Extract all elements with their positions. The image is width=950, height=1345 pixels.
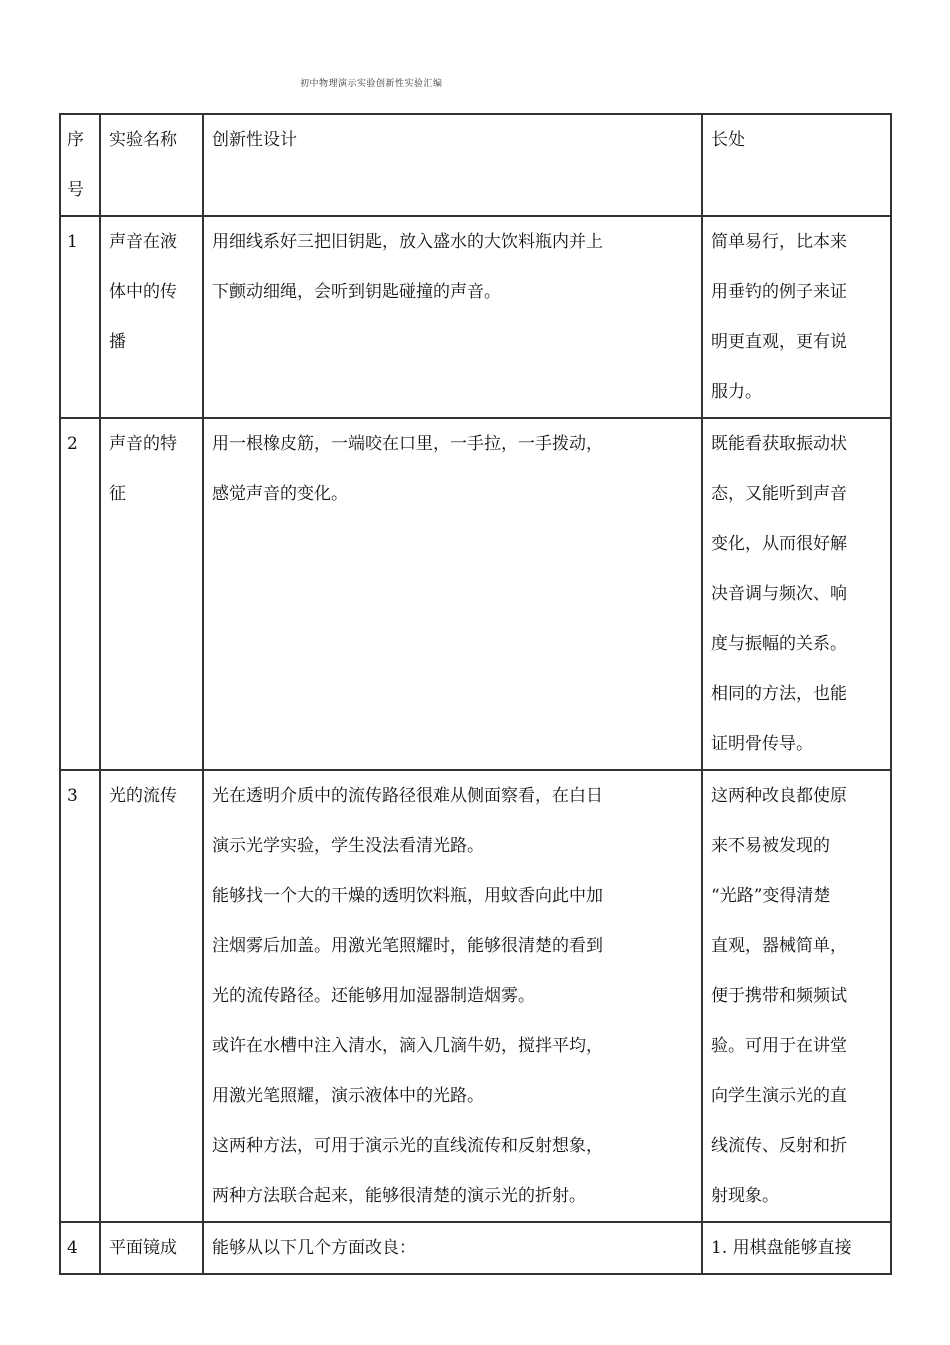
table-row: [60, 418, 891, 770]
advantage-line: 向学生演示光的直: [711, 1086, 847, 1106]
advantage-description: [702, 1222, 891, 1274]
row-number-text: 4: [67, 1238, 78, 1258]
document-header: 初中物理演示实验创新性实验汇编: [300, 79, 443, 89]
design-description: [203, 418, 702, 770]
row-number: [60, 216, 100, 418]
design-line: 能够找一个大的干燥的透明饮料瓶，用蚊香向此中加: [212, 886, 603, 906]
advantage-line: 用垂钓的例子来证: [711, 282, 847, 302]
design-line: 光在透明介质中的流传路径很难从侧面察看，在白日: [212, 786, 603, 806]
design-line: 两种方法联合起来，能够很清楚的演示光的折射。: [212, 1186, 586, 1206]
advantage-line: 便于携带和频频试: [711, 986, 847, 1006]
experiment-name: [100, 418, 203, 770]
design-line: 演示光学实验，学生没法看清光路。: [212, 836, 484, 856]
advantage-line: 1. 用棋盘能够直接: [711, 1238, 852, 1258]
name-line: 声音在液: [109, 232, 177, 252]
design-description: [203, 1222, 702, 1274]
header-number: [60, 114, 100, 216]
row-number-text: 1: [67, 232, 78, 252]
table-row: [60, 770, 891, 1222]
advantage-line: 证明骨传导。: [711, 734, 813, 754]
name-line: 平面镜成: [109, 1238, 177, 1258]
header-innovative-design: [203, 114, 702, 216]
advantage-line: 这两种改良都使原: [711, 786, 847, 806]
row-number: [60, 1222, 100, 1274]
advantage-line: 验。可用于在讲堂: [711, 1036, 847, 1056]
advantage-description: [702, 418, 891, 770]
experiment-name: [100, 216, 203, 418]
design-description: [203, 770, 702, 1222]
design-line: 下颤动细绳，会听到钥匙碰撞的声音。: [212, 282, 501, 302]
table-row: [60, 216, 891, 418]
advantage-line: 态，又能听到声音: [711, 484, 847, 504]
advantage-line: 来不易被发现的: [711, 836, 830, 856]
advantage-line: 射现象。: [711, 1186, 779, 1206]
row-number: [60, 418, 100, 770]
name-line: 播: [109, 332, 126, 352]
row-number-text: 2: [67, 434, 78, 454]
advantage-line: 线流传、反射和折: [711, 1136, 847, 1156]
header-number-line: 序: [67, 130, 84, 150]
design-line: 光的流传路径。还能够用加湿器制造烟雾。: [212, 986, 535, 1006]
header-innovative-design-text: 创新性设计: [212, 130, 297, 150]
advantage-line: 直观，器械简单，: [711, 936, 847, 956]
design-line: 用一根橡皮筋，一端咬在口里，一手拉，一手拨动，: [212, 434, 603, 454]
row-number-text: 3: [67, 786, 78, 806]
table-header-row: [60, 114, 891, 216]
header-number-line: 号: [67, 180, 84, 200]
design-line: 注烟雾后加盖。用激光笔照耀时，能够很清楚的看到: [212, 936, 603, 956]
header-experiment-name: [100, 114, 203, 216]
advantage-line: 既能看获取振动状: [711, 434, 847, 454]
design-line: 能够从以下几个方面改良：: [212, 1238, 416, 1258]
advantage-line: 变化，从而很好解: [711, 534, 847, 554]
design-line: 用细线系好三把旧钥匙，放入盛水的大饮料瓶内并上: [212, 232, 603, 252]
design-line: 或许在水槽中注入清水，滴入几滴牛奶，搅拌平均，: [212, 1036, 603, 1056]
advantage-description: [702, 216, 891, 418]
experiment-name: [100, 770, 203, 1222]
advantage-line: 相同的方法，也能: [711, 684, 847, 704]
row-number: [60, 770, 100, 1222]
advantage-description: [702, 770, 891, 1222]
table-row: [60, 1222, 891, 1274]
design-line: 用激光笔照耀，演示液体中的光路。: [212, 1086, 484, 1106]
header-advantage-text: 长处: [711, 130, 745, 150]
advantage-line: 决音调与频次、响: [711, 584, 847, 604]
experiment-table: [59, 113, 892, 1275]
name-line: 声音的特: [109, 434, 177, 454]
experiment-name: [100, 1222, 203, 1274]
advantage-line: “光路”变得清楚: [711, 886, 831, 906]
design-line: 这两种方法，可用于演示光的直线流传和反射想象，: [212, 1136, 603, 1156]
advantage-line: 服力。: [711, 382, 762, 402]
advantage-line: 明更直观，更有说: [711, 332, 847, 352]
advantage-line: 度与振幅的关系。: [711, 634, 847, 654]
design-description: [203, 216, 702, 418]
name-line: 征: [109, 484, 126, 504]
header-experiment-name-text: 实验名称: [109, 130, 177, 150]
header-advantage: [702, 114, 891, 216]
advantage-line: 简单易行，比本来: [711, 232, 847, 252]
design-line: 感觉声音的变化。: [212, 484, 348, 504]
name-line: 体中的传: [109, 282, 177, 302]
name-line: 光的流传: [109, 786, 177, 806]
